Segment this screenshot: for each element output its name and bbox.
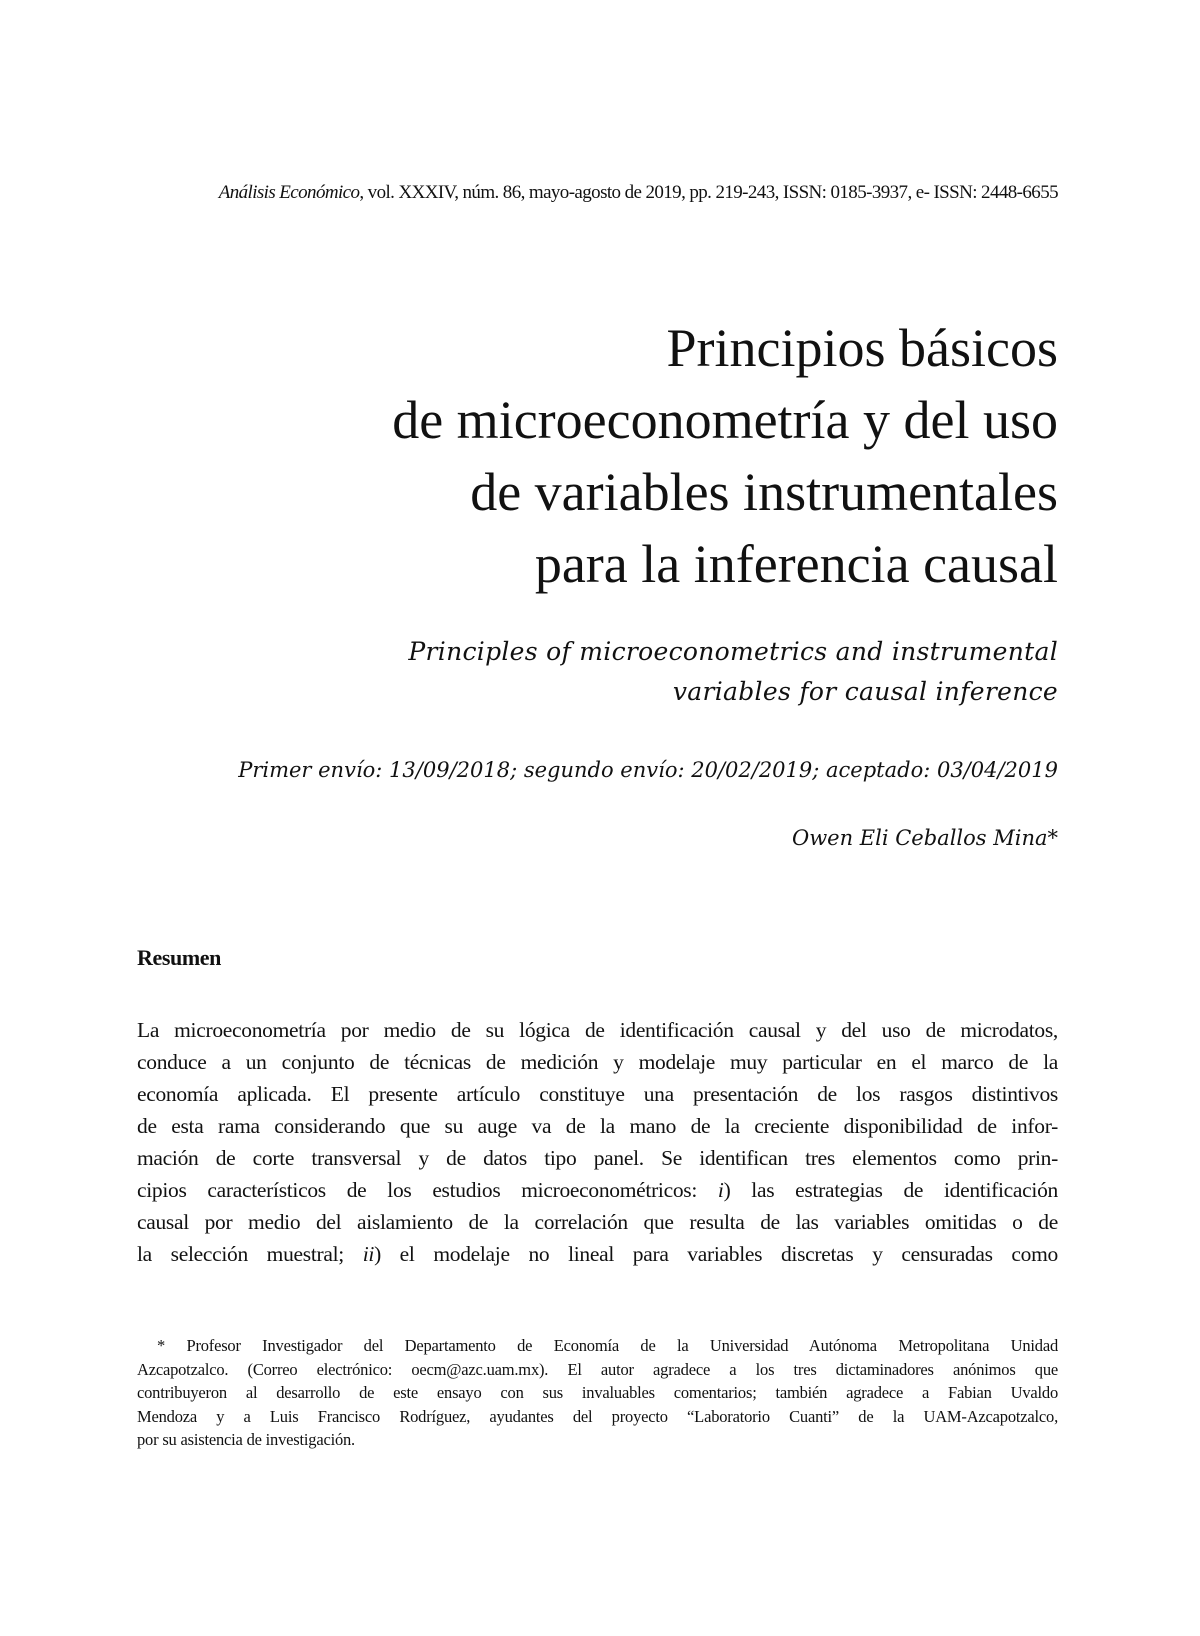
title-line: de variables instrumentales — [470, 462, 1058, 522]
english-title — [200, 632, 1058, 712]
journal-details: , vol. XXXIV, núm. 86, mayo-agosto de 2019, pp. 219-243, ISSN: 0185-3937, e- ISSN: 2448-6655 — [359, 182, 1058, 203]
abstract-line — [137, 1238, 1058, 1270]
footnote-line: Mendoza y a Luis Francisco Rodríguez, ayudantes del proyecto “Laboratorio Cuanti” de la UAM-Azcapotzalco, — [137, 1406, 1058, 1426]
title-line: para la inferencia causal — [534, 534, 1058, 594]
submission-dates: Primer envío: 13/09/2018; segundo envío: 20/02/2019; aceptado: 03/04/2019 — [238, 758, 1058, 782]
english-title-line: Principles of microeconometrics and instrumental — [408, 637, 1058, 666]
article-title — [200, 312, 1058, 600]
running-head — [124, 182, 1058, 204]
footnote-line: Azcapotzalco. (Correo electrónico: oecm@azc.uam.mx). El autor agradece a los tres dictaminadores anónimos que — [137, 1359, 1058, 1379]
abstract-line: de esta rama considerando que su auge va de la mano de la creciente disponibilidad de infor- — [137, 1114, 1058, 1138]
english-title-line: variables for causal inference — [672, 677, 1058, 706]
journal-name: Análisis Económico — [218, 182, 360, 203]
abstract-heading: Resumen — [137, 945, 221, 970]
author-footnote — [137, 1334, 1058, 1452]
abstract-line-text: ) el modelaje no lineal para variables discretas y censuradas como — [374, 1242, 1058, 1266]
author-name: Owen Eli Ceballos Mina* — [791, 826, 1058, 850]
abstract-line: La microeconometría por medio de su lógica de identificación causal y del uso de microdatos, — [137, 1018, 1058, 1042]
abstract-line: conduce a un conjunto de técnicas de medición y modelaje muy particular en el marco de la — [137, 1050, 1058, 1074]
footnote-line: * Profesor Investigador del Departamento de Economía de la Universidad Autónoma Metropolitana Unidad — [157, 1336, 1058, 1355]
abstract-line: mación de corte transversal y de datos tipo panel. Se identifican tres elementos como prin- — [137, 1146, 1058, 1170]
abstract-line — [137, 1174, 1058, 1206]
abstract-line-text: ) las estrategias de identificación — [723, 1178, 1058, 1202]
list-marker: ii — [362, 1242, 375, 1266]
abstract-line: economía aplicada. El presente artículo constituye una presentación de los rasgos distintivos — [137, 1082, 1058, 1106]
abstract-body — [137, 1014, 1058, 1270]
title-line: Principios básicos — [666, 318, 1058, 378]
abstract-line: causal por medio del aislamiento de la correlación que resulta de las variables omitidas o de — [137, 1210, 1058, 1234]
footnote-line: contribuyeron al desarrollo de este ensayo con sus invaluables comentarios; también agradece a Fabian Uvaldo — [137, 1383, 1058, 1402]
footnote-line: por su asistencia de investigación. — [137, 1430, 355, 1449]
abstract-line-text: cipios característicos de los estudios microeconométricos: — [137, 1178, 698, 1202]
abstract-line-text: la selección muestral; — [137, 1242, 344, 1266]
list-marker: i — [717, 1178, 724, 1202]
title-line: de microeconometría y del uso — [392, 390, 1058, 450]
